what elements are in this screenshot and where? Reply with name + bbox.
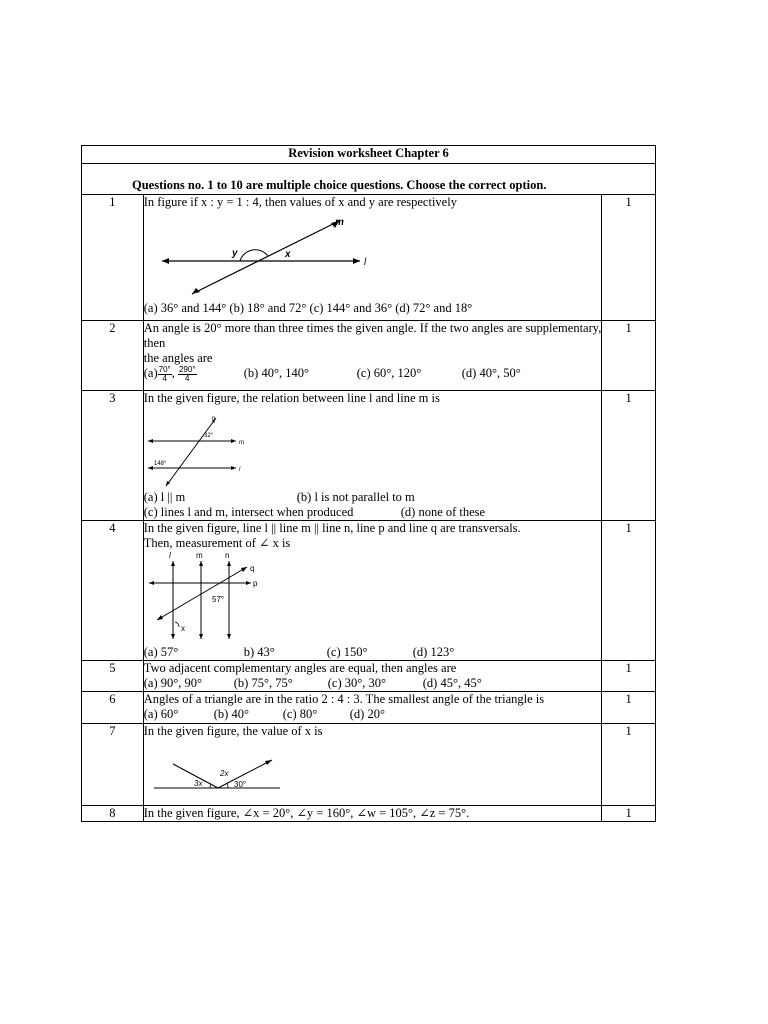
option-b: (b) 40° <box>213 707 249 721</box>
line-n-label: n <box>224 552 230 560</box>
option-b: (b) 40°, 140° <box>243 366 309 380</box>
angle-y-label: y <box>231 248 238 259</box>
question-row-4 <box>82 521 656 661</box>
question-marks: 1 <box>602 321 656 391</box>
question-text-cont: the angles are <box>143 351 213 365</box>
option-a: (a) 57° <box>143 645 179 659</box>
option-c: (c) 30°, 30° <box>327 676 386 690</box>
line-q-label: q <box>249 564 255 573</box>
question-text-cont: Then, measurement of ∠ x is <box>143 536 291 550</box>
option-d: (d) none of these <box>400 505 486 519</box>
angle-2x-label: 2x <box>219 769 229 778</box>
question-text: In the given figure, ∠x = 20°, ∠y = 160°, ∠w = 105°, ∠z = 75°. <box>143 806 602 822</box>
option-d: (d) 40°, 50° <box>461 366 521 380</box>
question-text: In the given figure, the value of x is <box>143 724 323 738</box>
question-row-2 <box>82 321 656 391</box>
question-number: 2 <box>82 321 144 391</box>
angle-x-label: x <box>284 249 291 260</box>
question-marks: 1 <box>602 806 656 822</box>
angle-30-label: 30° <box>233 780 246 789</box>
instruction-text: Questions no. 1 to 10 are multiple choice questions. Choose the correct option. <box>132 178 547 192</box>
question-number: 8 <box>82 806 144 822</box>
line-l-label: l <box>238 467 241 473</box>
question-text: In the given figure, the relation between line l and line m is <box>143 391 440 405</box>
option-a: (a) 90°, 90° <box>143 676 202 690</box>
question-text: Two adjacent complementary angles are equal, then angles are <box>143 661 457 675</box>
question-marks: 1 <box>602 724 656 806</box>
question-marks: 1 <box>602 692 656 724</box>
option-d: (d) 20° <box>349 707 385 721</box>
title-row <box>82 146 656 164</box>
question-text: Angles of a triangle are in the ratio 2 : 4 : 3. The smallest angle of the triangle is <box>143 692 545 706</box>
question-text: In the given figure, line l || line m || line n, line p and line q are transversals. <box>143 521 521 535</box>
option-a: (a) l || m <box>143 490 186 504</box>
question-number: 4 <box>82 521 144 661</box>
question-number: 5 <box>82 661 144 692</box>
answer-options <box>144 645 602 660</box>
question-text: In figure if x : y = 1 : 4, then values of x and y are respectively <box>143 195 457 209</box>
figure-q4 <box>145 552 270 644</box>
option-c: (c) 60°, 120° <box>356 366 422 380</box>
option-a: (a) 60° <box>143 707 179 721</box>
line-m-label: m <box>334 217 344 228</box>
question-row-7 <box>82 724 656 806</box>
answer-options: (a) 36° and 144° (b) 18° and 72° (c) 144° and 36° (d) 72° and 18° <box>143 301 473 315</box>
angle-32-label: 32° <box>203 433 213 439</box>
option-c: (c) 150° <box>326 645 368 659</box>
line-l-label: l <box>363 257 366 268</box>
answer-options <box>144 707 602 722</box>
angle-57-label: 57° <box>211 595 224 604</box>
question-row-1 <box>82 195 656 321</box>
angle-3x-label: 3x <box>193 779 203 788</box>
option-b: (b) 75°, 75° <box>233 676 293 690</box>
question-number: 1 <box>82 195 144 321</box>
option-b: (b) l is not parallel to m <box>296 490 415 504</box>
option-d: (d) 45°, 45° <box>422 676 482 690</box>
question-number: 7 <box>82 724 144 806</box>
question-row-3 <box>82 391 656 521</box>
angle-148-label: 148° <box>153 461 167 467</box>
line-n-label: n <box>211 416 216 422</box>
worksheet-table <box>81 145 656 822</box>
worksheet-title: Revision worksheet Chapter 6 <box>82 146 656 164</box>
question-text: An angle is 20° more than three times the given angle. If the two angles are supplementary, then <box>143 321 602 350</box>
answer-options <box>144 676 602 691</box>
option-b: b) 43° <box>243 645 275 659</box>
angle-x-label: x <box>180 624 185 633</box>
question-number: 6 <box>82 692 144 724</box>
line-m-label: m <box>195 552 203 560</box>
question-marks: 1 <box>602 661 656 692</box>
figure-q1 <box>154 216 379 298</box>
option-c: (c) 80° <box>282 707 318 721</box>
question-marks: 1 <box>602 391 656 521</box>
figure-q3 <box>144 412 254 488</box>
option-c: (c) lines l and m, intersect when produced <box>143 505 354 519</box>
question-row-6 <box>82 692 656 724</box>
answer-options <box>144 366 602 383</box>
line-l-label: l <box>168 552 171 560</box>
question-row-8 <box>82 806 656 822</box>
figure-q7 <box>148 746 288 794</box>
question-row-5 <box>82 661 656 692</box>
option-d: (d) 123° <box>412 645 455 659</box>
question-marks: 1 <box>602 521 656 661</box>
option-a: (a) $\frac{70^\circ}{4}$ , $\frac{290^\circ}{4}$ <box>143 365 196 383</box>
line-m-label: m <box>238 440 244 446</box>
instruction-row <box>82 164 656 195</box>
question-marks: 1 <box>602 195 656 321</box>
line-p-label: p <box>252 579 258 588</box>
question-number: 3 <box>82 391 144 521</box>
